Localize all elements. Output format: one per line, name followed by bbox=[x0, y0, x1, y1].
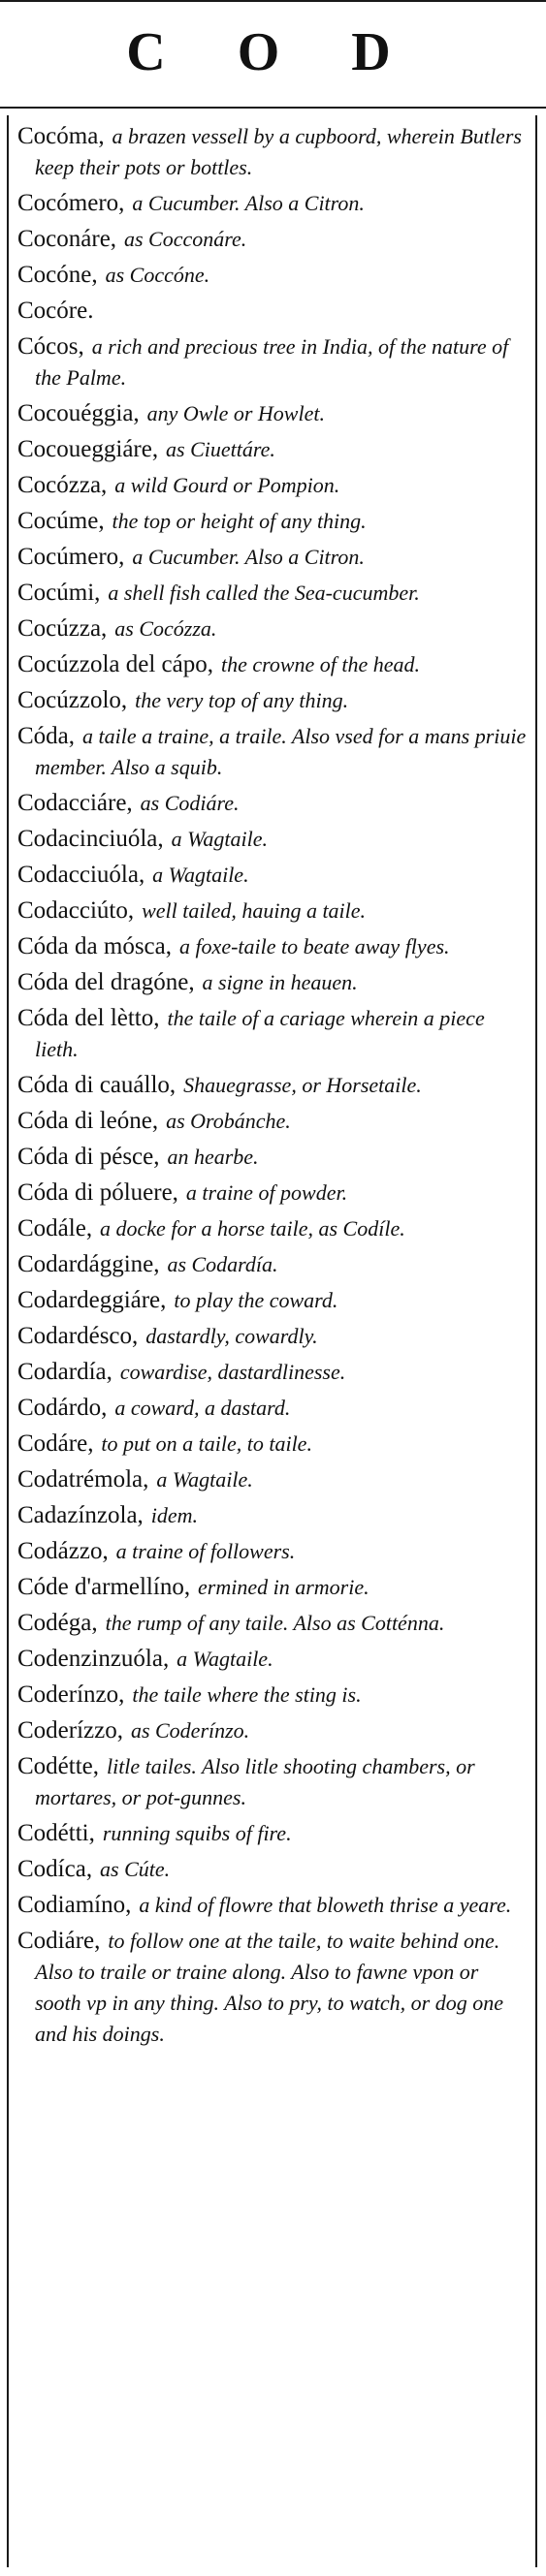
entry-headword: Codále, bbox=[17, 1215, 93, 1241]
dictionary-entry bbox=[17, 720, 529, 782]
dictionary-entry bbox=[17, 505, 529, 536]
entry-headword: Codíca, bbox=[17, 1856, 93, 1882]
entry-definition: a taile a traine, a traile. Also vsed for a mans priuie member. Also a squib. bbox=[35, 724, 527, 779]
entry-headword: Codéga, bbox=[17, 1610, 98, 1636]
entry-definition: the crowne of the head. bbox=[220, 652, 421, 676]
entry-definition: as Cocconáre. bbox=[124, 227, 247, 251]
dictionary-entry bbox=[17, 1750, 529, 1812]
dictionary-entry bbox=[17, 1069, 529, 1100]
entry-headword: Códa di pésce, bbox=[17, 1144, 160, 1170]
entry-headword: Codatrémola, bbox=[17, 1466, 149, 1492]
entry-list bbox=[17, 120, 529, 2054]
dictionary-entry bbox=[17, 433, 529, 464]
entry-definition: a kind of flowre that bloweth thrise a yeare. bbox=[139, 1893, 512, 1917]
entry-definition: a signe in heauen. bbox=[202, 970, 358, 994]
entry-headword: Codardággine, bbox=[17, 1251, 160, 1277]
entry-definition: any Owle or Howlet. bbox=[146, 401, 325, 425]
dictionary-entry bbox=[17, 1535, 529, 1566]
entry-definition: a Wagtaile. bbox=[152, 863, 249, 887]
entry-headword: Codétte, bbox=[17, 1753, 100, 1779]
entry-headword: Codacciáre, bbox=[17, 790, 133, 816]
entry-definition: a rich and precious tree in India, of the nature of the Palme. bbox=[35, 334, 509, 390]
entry-headword: Cocómero, bbox=[17, 190, 125, 216]
entry-headword: Codiáre, bbox=[17, 1928, 101, 1954]
entry-headword: Codacciúto, bbox=[17, 897, 135, 924]
dictionary-entry bbox=[17, 966, 529, 997]
entry-definition: as Orobánche. bbox=[166, 1109, 291, 1133]
entry-definition: a wild Gourd or Pompion. bbox=[114, 473, 340, 497]
dictionary-entry bbox=[17, 823, 529, 854]
dictionary-entry bbox=[17, 1571, 529, 1602]
entry-headword: Cocóma, bbox=[17, 123, 105, 149]
dictionary-entry bbox=[17, 1817, 529, 1848]
entry-definition: a brazen vessell by a cupboord, wherein Butlers keep their pots or bottles. bbox=[35, 124, 522, 179]
dictionary-entry bbox=[17, 1714, 529, 1745]
entry-definition: Shauegrasse, or Horsetaile. bbox=[183, 1073, 422, 1097]
entry-definition: a Cucumber. Also a Citron. bbox=[132, 191, 365, 215]
dictionary-entry bbox=[17, 187, 529, 218]
entry-definition: a Wagtaile. bbox=[156, 1467, 253, 1492]
dictionary-entry bbox=[17, 1428, 529, 1459]
dictionary-entry bbox=[17, 613, 529, 644]
entry-definition: a docke for a horse taile, as Codíle. bbox=[100, 1216, 405, 1241]
entry-definition: as Codiáre. bbox=[140, 791, 240, 815]
entry-headword: Codiamíno, bbox=[17, 1892, 132, 1918]
entry-headword: Códa di leóne, bbox=[17, 1108, 159, 1134]
entry-headword: Cocúzzolo, bbox=[17, 687, 128, 713]
dictionary-entry bbox=[17, 1853, 529, 1884]
entry-definition: the taile of a cariage wherein a piece lieth. bbox=[35, 1006, 485, 1061]
entry-headword: Cocózza, bbox=[17, 472, 108, 498]
entry-definition: cowardise, dastardlinesse. bbox=[119, 1360, 346, 1384]
dictionary-entry bbox=[17, 1889, 529, 1920]
dictionary-entry bbox=[17, 859, 529, 890]
entry-definition: idem. bbox=[150, 1503, 199, 1527]
entry-definition: the very top of any thing. bbox=[135, 688, 349, 712]
dictionary-entry bbox=[17, 1284, 529, 1315]
entry-headword: Códa di cauállo, bbox=[17, 1072, 177, 1098]
running-head: C O D bbox=[126, 22, 420, 82]
dictionary-entry bbox=[17, 577, 529, 608]
entry-headword: Cocóre. bbox=[17, 298, 94, 324]
entry-headword: Codardía, bbox=[17, 1359, 112, 1385]
entry-definition: the rump of any taile. Also as Cotténna. bbox=[105, 1611, 445, 1635]
entry-definition: a Wagtaile. bbox=[171, 827, 269, 851]
dictionary-entry bbox=[17, 1356, 529, 1387]
entry-headword: Cocouéggia, bbox=[17, 400, 140, 426]
entry-headword: Códa, bbox=[17, 723, 76, 749]
entry-definition: litle tailes. Also litle shooting chambers, or mortares, or pot-gunnes. bbox=[35, 1754, 475, 1809]
entry-definition: dastardly, cowardly. bbox=[145, 1324, 318, 1348]
entry-headword: Códa del dragóne, bbox=[17, 969, 195, 995]
dictionary-entry bbox=[17, 1002, 529, 1064]
entry-definition: running squibs of fire. bbox=[102, 1821, 292, 1845]
page-header bbox=[0, 0, 546, 109]
dictionary-entry bbox=[17, 648, 529, 679]
entry-headword: Cocúmero, bbox=[17, 544, 125, 570]
dictionary-entry bbox=[17, 1177, 529, 1208]
dictionary-entry bbox=[17, 1607, 529, 1638]
entry-definition: well tailed, hauing a taile. bbox=[142, 898, 367, 923]
column-rule-right bbox=[535, 115, 537, 2567]
entry-headword: Cocúzza, bbox=[17, 615, 108, 642]
entry-headword: Codáre, bbox=[17, 1430, 94, 1457]
entry-headword: Cócos, bbox=[17, 333, 84, 360]
entry-headword: Cocúme, bbox=[17, 508, 105, 534]
entry-headword: Codardeggiáre, bbox=[17, 1287, 167, 1313]
dictionary-entry bbox=[17, 684, 529, 715]
entry-headword: Cocóne, bbox=[17, 262, 98, 288]
entry-definition: a Cucumber. Also a Citron. bbox=[132, 545, 365, 569]
dictionary-entry bbox=[17, 930, 529, 961]
entry-headword: Codacinciuóla, bbox=[17, 826, 164, 852]
entry-headword: Codardésco, bbox=[17, 1323, 139, 1349]
entry-definition: a coward, a dastard. bbox=[114, 1396, 291, 1420]
dictionary-entry bbox=[17, 295, 529, 326]
entry-definition: a traine of followers. bbox=[115, 1539, 296, 1563]
entry-headword: Codenzinzuóla, bbox=[17, 1646, 170, 1672]
entry-definition: a shell fish called the Sea-cucumber. bbox=[108, 581, 420, 605]
entry-definition: a traine of powder. bbox=[185, 1180, 348, 1205]
entry-definition: a Wagtaile. bbox=[177, 1647, 273, 1671]
entry-definition: a foxe-taile to beate away flyes. bbox=[178, 934, 450, 958]
entry-definition: the taile where the sting is. bbox=[132, 1682, 362, 1707]
entry-headword: Cadazínzola, bbox=[17, 1502, 144, 1528]
dictionary-entry bbox=[17, 1320, 529, 1351]
entry-headword: Códa da mósca, bbox=[17, 933, 172, 959]
dictionary-entry bbox=[17, 1925, 529, 2049]
dictionary-entry bbox=[17, 1141, 529, 1172]
entry-definition: as Ciuettáre. bbox=[166, 437, 275, 461]
dictionary-entry bbox=[17, 1392, 529, 1423]
entry-definition: to follow one at the taile, to waite behind one. Also to traile or traine along. Also to fawne vpon or sooth vp in any thing. Also to pry, to watch, or dog one and his doings. bbox=[35, 1929, 503, 2046]
dictionary-entry bbox=[17, 1679, 529, 1710]
entry-definition: ermined in armorie. bbox=[198, 1575, 369, 1599]
entry-definition: as Coderínzo. bbox=[130, 1718, 250, 1743]
dictionary-entry bbox=[17, 330, 529, 393]
entry-headword: Coderízzo, bbox=[17, 1717, 123, 1744]
dictionary-entry bbox=[17, 1212, 529, 1243]
dictionary-entry bbox=[17, 120, 529, 182]
entry-headword: Codázzo, bbox=[17, 1538, 109, 1564]
dictionary-entry bbox=[17, 397, 529, 428]
entry-headword: Cocúzzola del cápo, bbox=[17, 651, 213, 677]
dictionary-entry bbox=[17, 787, 529, 818]
dictionary-entry bbox=[17, 1248, 529, 1279]
entry-headword: Cocoueggiáre, bbox=[17, 436, 159, 462]
entry-headword: Codacciuóla, bbox=[17, 862, 145, 888]
dictionary-entry bbox=[17, 1643, 529, 1674]
dictionary-entry bbox=[17, 895, 529, 926]
dictionary-entry bbox=[17, 1499, 529, 1530]
entry-definition: as Codardía. bbox=[167, 1252, 278, 1276]
entry-headword: Codárdo, bbox=[17, 1395, 108, 1421]
dictionary-entry bbox=[17, 1463, 529, 1494]
entry-definition: to play the coward. bbox=[174, 1288, 338, 1312]
entry-headword: Códa del lètto, bbox=[17, 1005, 160, 1031]
entry-definition: to put on a taile, to taile. bbox=[101, 1431, 312, 1456]
dictionary-entry bbox=[17, 469, 529, 500]
entry-headword: Codétti, bbox=[17, 1820, 95, 1846]
entry-headword: Cocúmi, bbox=[17, 580, 101, 606]
entry-headword: Coderínzo, bbox=[17, 1681, 125, 1708]
dictionary-entry bbox=[17, 1105, 529, 1136]
entry-headword: Códe d'armellíno, bbox=[17, 1574, 191, 1600]
entry-definition: the top or height of any thing. bbox=[112, 509, 367, 533]
entry-headword: Códa di póluere, bbox=[17, 1179, 178, 1206]
dictionary-entry bbox=[17, 541, 529, 572]
entry-definition: as Cocózza. bbox=[114, 616, 217, 641]
entry-definition: as Coccóne. bbox=[105, 263, 210, 287]
column-rule-left bbox=[7, 115, 9, 2567]
dictionary-entry bbox=[17, 259, 529, 290]
entry-definition: an hearbe. bbox=[167, 1145, 259, 1169]
dictionary-entry bbox=[17, 223, 529, 254]
entry-headword: Coconáre, bbox=[17, 226, 117, 252]
entry-definition: as Cúte. bbox=[100, 1857, 171, 1881]
